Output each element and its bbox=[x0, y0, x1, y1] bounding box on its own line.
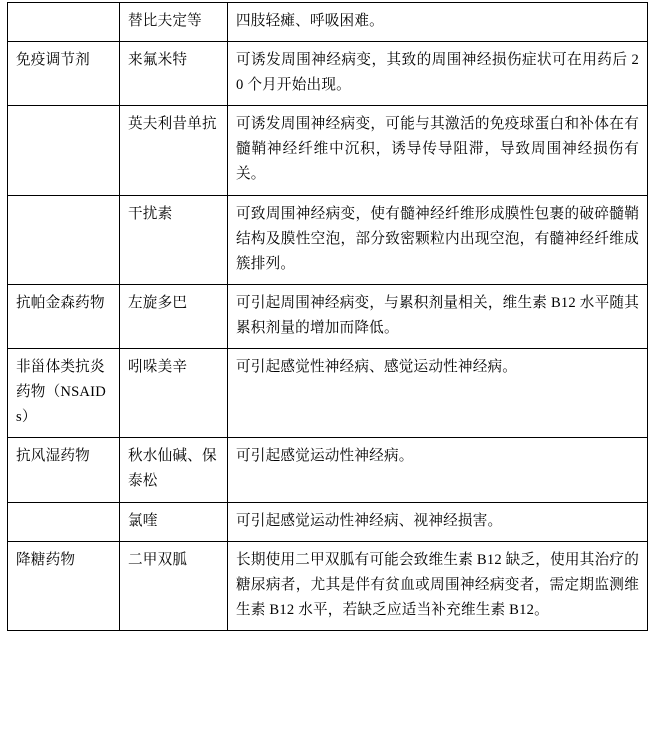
description-text: 可诱发周围神经病变，其致的周围神经损伤症状可在用药后 20 个月开始出现。 bbox=[236, 52, 639, 94]
description-text: 长期使用二甲双胍有可能会致维生素 B12 缺乏，使用其治疗的糖尿病者，尤其是伴有贫血或周围神经病变者，需定期监测维生素 B12 水平，若缺乏应适当补充维生素 B12。 bbox=[236, 551, 639, 618]
table-cell-drug bbox=[120, 502, 228, 541]
description-text: 可引起感觉性神经病、感觉运动性神经病。 bbox=[236, 359, 518, 376]
table-cell-drug bbox=[120, 106, 228, 195]
table-cell-description bbox=[228, 195, 648, 284]
table-cell-description bbox=[228, 541, 648, 630]
table-cell-drug bbox=[120, 3, 228, 42]
description-text: 可引起周围神经病变，与累积剂量相关，维生素 B12 水平随其累积剂量的增加而降低。 bbox=[236, 294, 639, 336]
table-cell-description bbox=[228, 349, 648, 438]
description-text: 可引起感觉运动性神经病、视神经损害。 bbox=[236, 512, 503, 529]
table-cell-description bbox=[228, 3, 648, 42]
drug-text: 干扰素 bbox=[128, 205, 173, 222]
drug-text: 来氟米特 bbox=[128, 52, 188, 69]
table-cell-category bbox=[8, 349, 120, 438]
description-text: 可诱发周围神经病变，可能与其激活的免疫球蛋白和补体在有髓鞘神经纤维中沉积，诱导传导阻滞，导致周围神经损伤有关。 bbox=[236, 116, 639, 183]
drug-text: 二甲双胍 bbox=[128, 551, 188, 568]
table-row bbox=[8, 195, 648, 284]
drug-text: 吲哚美辛 bbox=[128, 359, 188, 376]
category-text: 抗风湿药物 bbox=[16, 448, 90, 465]
table-row bbox=[8, 502, 648, 541]
table-cell-category bbox=[8, 195, 120, 284]
table-cell-drug bbox=[120, 195, 228, 284]
category-text: 免疫调节剂 bbox=[16, 52, 90, 69]
table-row bbox=[8, 541, 648, 630]
table-cell-category bbox=[8, 541, 120, 630]
category-text: 抗帕金森药物 bbox=[16, 294, 105, 311]
table-row bbox=[8, 438, 648, 502]
table-cell-drug bbox=[120, 284, 228, 348]
table-cell-description bbox=[228, 502, 648, 541]
drug-text: 秋水仙碱、保泰松 bbox=[128, 448, 217, 490]
table-cell-description bbox=[228, 42, 648, 106]
table-row bbox=[8, 42, 648, 106]
table-cell-category bbox=[8, 106, 120, 195]
table-cell-category bbox=[8, 284, 120, 348]
table-cell-drug bbox=[120, 42, 228, 106]
table-cell-description bbox=[228, 438, 648, 502]
description-text: 四肢轻瘫、呼吸困难。 bbox=[236, 13, 384, 29]
drug-text: 替比夫定等 bbox=[128, 13, 202, 29]
drug-text: 氯喹 bbox=[128, 512, 158, 529]
table-row bbox=[8, 284, 648, 348]
category-text: 降糖药物 bbox=[16, 551, 76, 568]
table-cell-category bbox=[8, 3, 120, 42]
table-cell-category bbox=[8, 42, 120, 106]
drug-text: 左旋多巴 bbox=[128, 294, 188, 311]
table-cell-drug bbox=[120, 349, 228, 438]
table-cell-category bbox=[8, 438, 120, 502]
table-row bbox=[8, 349, 648, 438]
drug-neuropathy-table bbox=[7, 2, 648, 631]
table-row bbox=[8, 3, 648, 42]
table-cell-category bbox=[8, 502, 120, 541]
description-text: 可致周围神经病变，使有髓神经纤维形成膜性包裹的破碎髓鞘结构及膜性空泡，部分致密颗粒内出现空泡，有髓神经纤维成簇排列。 bbox=[236, 205, 639, 272]
table-cell-drug bbox=[120, 438, 228, 502]
table-cell-description bbox=[228, 284, 648, 348]
table-row bbox=[8, 106, 648, 195]
table-cell-drug bbox=[120, 541, 228, 630]
table-body bbox=[8, 3, 648, 631]
description-text: 可引起感觉运动性神经病。 bbox=[236, 448, 414, 465]
drug-text: 英夫利昔单抗 bbox=[128, 116, 217, 133]
category-text: 非甾体类抗炎药物（NSAIDs） bbox=[16, 359, 106, 426]
table-cell-description bbox=[228, 106, 648, 195]
